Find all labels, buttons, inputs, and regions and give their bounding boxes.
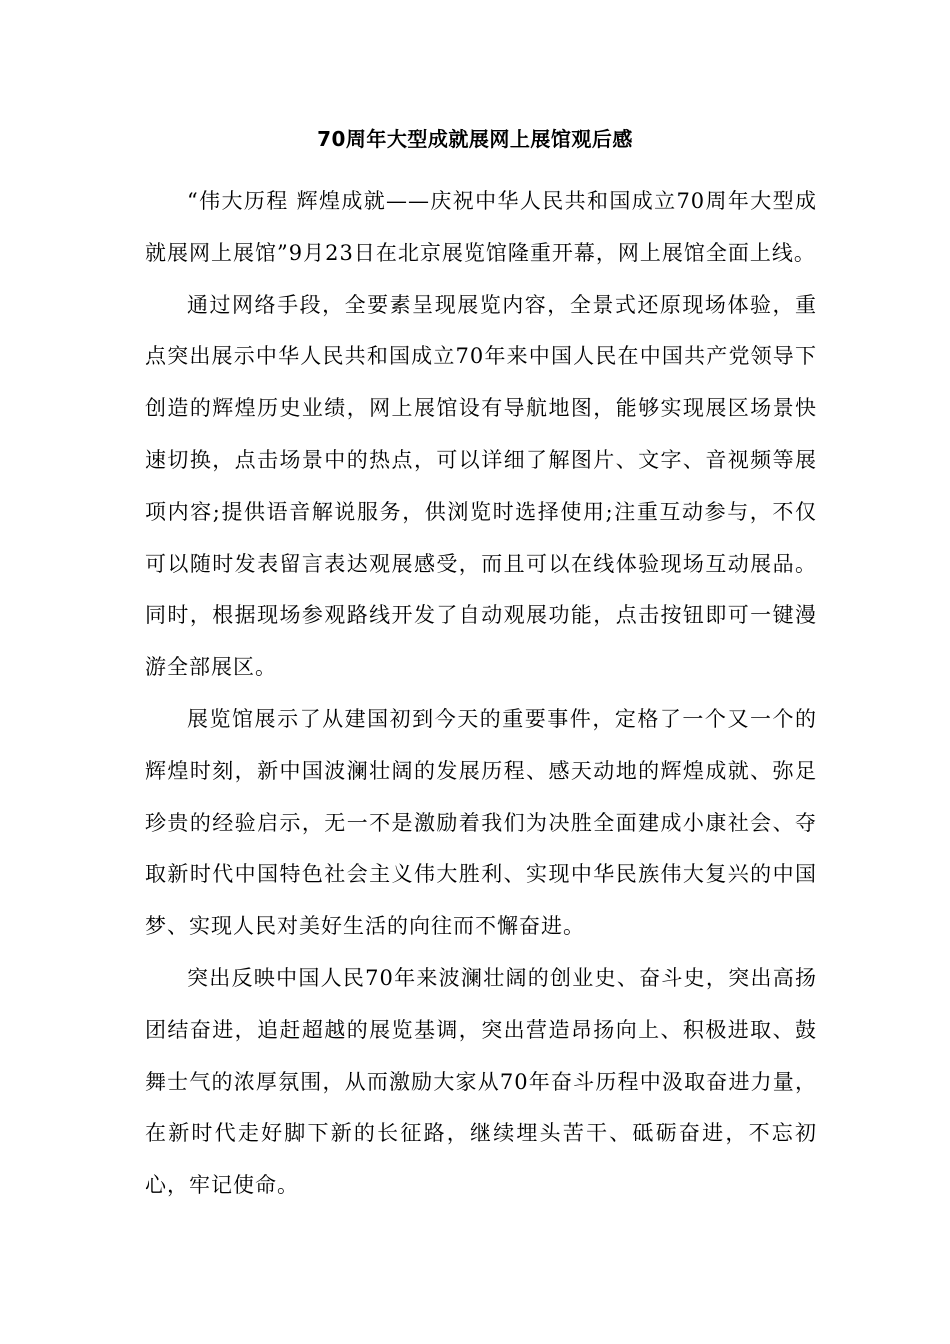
paragraph-4: 突出反映中国人民70年来波澜壮阔的创业史、奋斗史，突出高扬团结奋进，追赶超越的展览基调，突出营造昂扬向上、积极进取、鼓舞士气的浓厚氛围，从而激励大家从70年奋斗历程中汲取奋进力量，在新时代走好脚下新的长征路，继续埋头苦干、砥砺奋进，不忘初心，牢记使命。: [145, 965, 817, 1198]
document-body: [145, 176, 817, 1212]
paragraph-3: 展览馆展示了从建国初到今天的重要事件，定格了一个又一个的辉煌时刻，新中国波澜壮阔的发展历程、感天动地的辉煌成就、弥足珍贵的经验启示，无一不是激励着我们为决胜全面建成小康社会、夺取新时代中国特色社会主义伟大胜利、实现中华民族伟大复兴的中国梦、实现人民对美好生活的向往而不懈奋进。: [145, 706, 817, 939]
document-title: 70周年大型成就展网上展馆观后感: [317, 127, 633, 151]
paragraph-1: “伟大历程 辉煌成就——庆祝中华人民共和国成立70周年大型成就展网上展馆”9月23日在北京展览馆隆重开幕，网上展馆全面上线。: [145, 189, 817, 265]
paragraph-2: 通过网络手段，全要素呈现展览内容，全景式还原现场体验，重点突出展示中华人民共和国成立70年来中国人民在中国共产党领导下创造的辉煌历史业绩，网上展馆设有导航地图，能够实现展区场景快速切换，点击场景中的热点，可以详细了解图片、文字、音视频等展项内容;提供语音解说服务，供浏览时选择使用;注重互动参与，不仅可以随时发表留言表达观展感受，而且可以在线体验现场互动展品。同时，根据现场参观路线开发了自动观展功能，点击按钮即可一键漫游全部展区。: [145, 292, 817, 680]
